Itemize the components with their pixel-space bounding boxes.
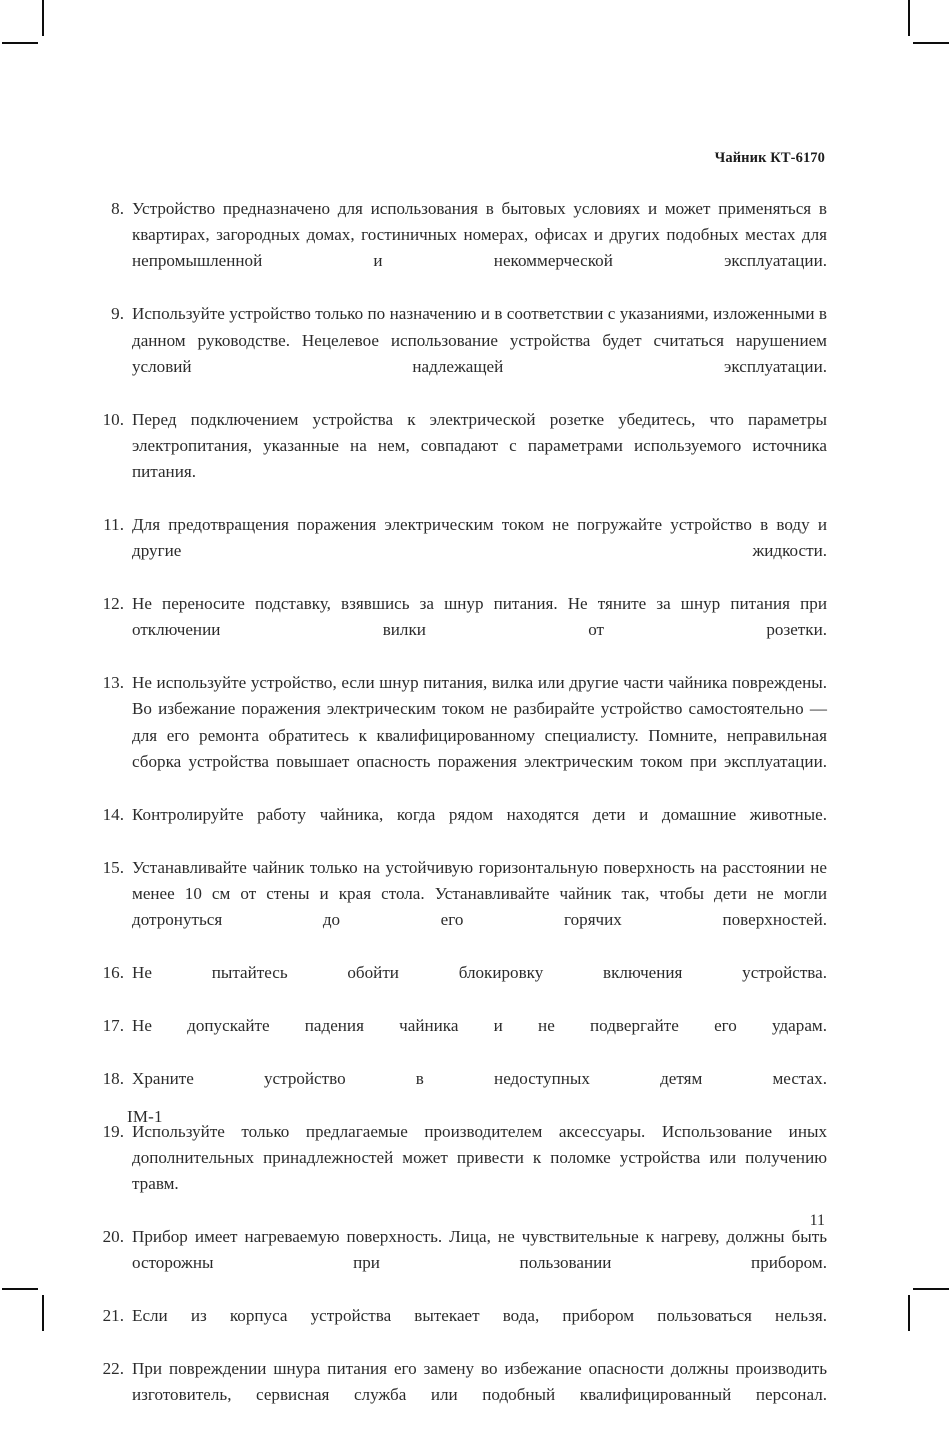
clause-item <box>95 196 827 301</box>
page-number: 11 <box>809 1212 825 1229</box>
clause-number: 20. <box>102 1226 124 1246</box>
clause-text: При повреждении шнура питания его замену во избежание опасности должны производить изготовитель, сервисная служба или подобный квалифицированный персонал. <box>132 1358 827 1405</box>
clause-item <box>95 802 827 854</box>
crop-mark-top-left-horizontal <box>2 42 38 44</box>
crop-mark-top-left-vertical <box>42 0 44 36</box>
clause-text: Не допускайте падения чайника и не подвергайте его ударам. <box>132 1015 827 1035</box>
clause-text: Контролируйте работу чайника, когда рядом находятся дети и домашние животные. <box>132 804 827 824</box>
clause-number: 22. <box>102 1358 124 1378</box>
clause-text: Не пытайтесь обойти блокировку включения устройства. <box>132 962 827 982</box>
clause-number: 10. <box>102 409 124 429</box>
clause-number: 14. <box>102 804 124 824</box>
clause-number: 15. <box>102 857 124 877</box>
clause-item <box>95 960 827 1012</box>
document-code: IM-1 <box>127 1107 163 1126</box>
clause-item <box>95 301 827 406</box>
clause-number: 8. <box>111 199 124 218</box>
clause-item <box>95 670 827 801</box>
clause-item <box>95 1303 827 1355</box>
crop-mark-bottom-left-horizontal <box>2 1288 38 1290</box>
clause-item <box>95 1119 827 1224</box>
clause-list <box>95 196 827 1435</box>
clause-text: Если из корпуса устройства вытекает вода, прибором пользоваться нельзя. <box>132 1306 827 1326</box>
clause-item <box>95 1013 827 1065</box>
crop-mark-bottom-right-vertical <box>908 1295 910 1331</box>
clause-item <box>95 407 827 512</box>
clause-item <box>95 512 827 591</box>
clause-number: 18. <box>102 1068 124 1088</box>
running-header: Чайник КТ-6170 <box>714 150 825 166</box>
clause-number: 11. <box>103 514 124 534</box>
clause-number: 13. <box>102 673 124 693</box>
clause-text: Перед подключением устройства к электрической розетке убедитесь, что параметры электропитания, указанные на нем, совпадают с параметрами используемого источника питания. <box>132 409 827 482</box>
clause-text: Не переносите подставку, взявшись за шнур питания. Не тяните за шнур питания при отключении вилки от розетки. <box>132 594 827 640</box>
clause-number: 21. <box>102 1306 124 1326</box>
clause-item <box>95 855 827 960</box>
clause-number: 19. <box>102 1121 124 1141</box>
clause-text: Не используйте устройство, если шнур питания, вилка или другие части чайника повреждены. Во избежание поражения электрическим током не разбирайте устройство самостоятельно — для его ремонта обратитесь к квалифицированному специалисту. Помните, неправильная сборка устройства повышает опасность поражения электрическим током при эксплуатации. <box>132 673 827 771</box>
clause-number: 12. <box>102 594 124 614</box>
crop-mark-bottom-right-horizontal <box>913 1288 949 1290</box>
clause-item <box>95 591 827 670</box>
clause-number: 9. <box>111 304 124 324</box>
clause-number: 17. <box>102 1015 124 1035</box>
clause-item <box>95 1066 827 1118</box>
clause-text: Прибор имеет нагреваемую поверхность. Лица, не чувствительные к нагреву, должны быть осторожны при пользовании прибором. <box>132 1226 827 1273</box>
clause-text: Устройство предназначено для использования в бытовых условиях и может применяться в квартирах, загородных домах, гостиничных номерах, офисах и других подобных местах для непромышленной и некоммерческой эксплуатации. <box>132 199 827 271</box>
clause-text: Для предотвращения поражения электрическим током не погружайте устройство в воду и другие жидкости. <box>132 514 827 561</box>
clause-item <box>95 1356 827 1435</box>
clause-text: Устанавливайте чайник только на устойчивую горизонтальную поверхность на расстоянии не менее 10 см от стены и края стола. Устанавливайте чайник так, чтобы дети не могли дотронуться до его горячих поверхностей. <box>132 857 827 929</box>
crop-mark-top-right-horizontal <box>913 42 949 44</box>
clause-number: 16. <box>102 962 124 982</box>
crop-mark-top-right-vertical <box>908 0 910 36</box>
clause-text: Используйте устройство только по назначению и в соответствии с указаниями, изложенными в данном руководстве. Нецелевое использование устройства будет считаться нарушением условий надлежащей эксплуатации. <box>132 304 827 376</box>
safety-instructions-body <box>95 196 827 1435</box>
clause-text: Используйте только предлагаемые производителем аксессуары. Использование иных дополнительных принадлежностей может привести к поломке устройства или получению травм. <box>132 1121 827 1194</box>
crop-mark-bottom-left-vertical <box>42 1295 44 1331</box>
clause-text: Храните устройство в недоступных детям местах. <box>132 1068 827 1088</box>
clause-item <box>95 1224 827 1303</box>
